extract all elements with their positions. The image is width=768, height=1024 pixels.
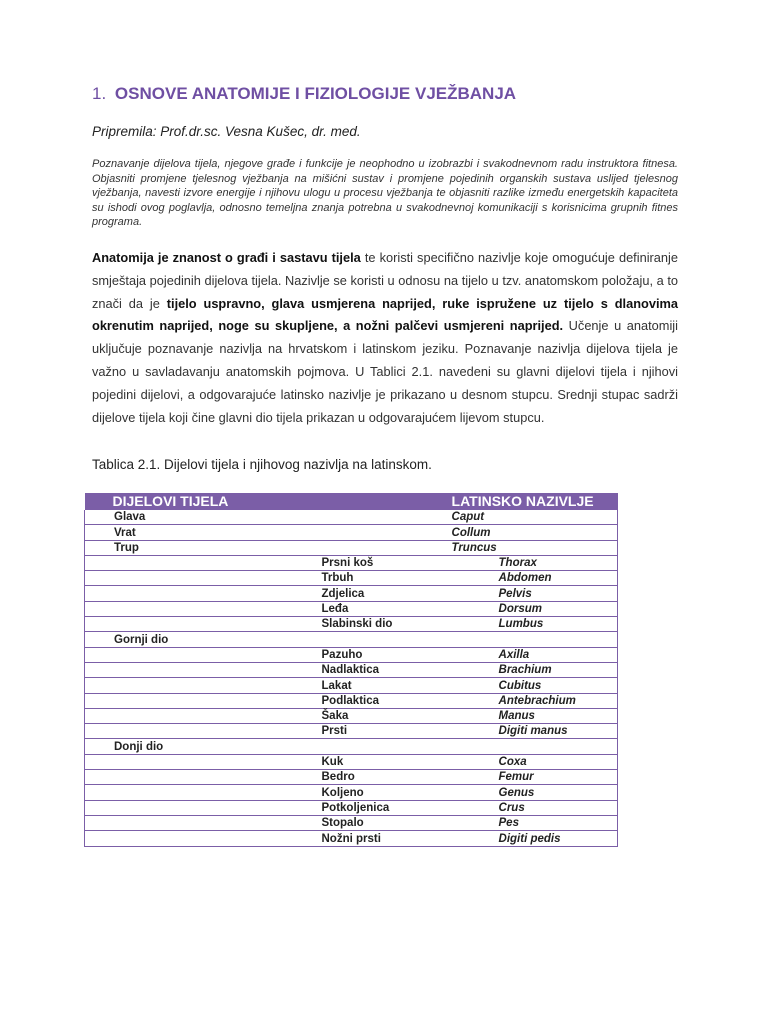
table-row: [85, 662, 618, 677]
cell-main-part: [85, 815, 295, 830]
cell-sub-part: Koljeno: [295, 785, 422, 800]
cell-main-part: [85, 662, 295, 677]
cell-main-part: Gornji dio: [85, 632, 295, 647]
table-row: [85, 693, 618, 708]
cell-sub-part: Trbuh: [295, 571, 422, 586]
cell-latin-name: Dorsum: [422, 601, 618, 616]
cell-latin-name: Femur: [422, 770, 618, 785]
body-bold-2: tijelo uspravno, glava usmjerena naprijed, ruke ispružene uz tijelo s dlanovima okrenutim naprijed, noge su skupljene, a nožni palčevi usmjereni naprijed.: [92, 295, 679, 334]
cell-latin-name: [422, 632, 618, 647]
cell-latin-name: Axilla: [422, 647, 618, 662]
cell-latin-name: Manus: [422, 708, 618, 723]
table-row: [85, 785, 618, 800]
table-row: [85, 510, 618, 525]
cell-latin-name: Antebrachium: [422, 693, 618, 708]
cell-sub-part: Kuk: [295, 754, 422, 769]
table-row: [85, 632, 618, 647]
cell-sub-part: Bedro: [295, 770, 422, 785]
cell-latin-name: Genus: [422, 785, 618, 800]
cell-latin-name: Digiti pedis: [422, 831, 618, 846]
cell-main-part: Vrat: [85, 525, 295, 540]
cell-latin-name: Lumbus: [422, 617, 618, 632]
cell-sub-part: Pazuho: [295, 647, 422, 662]
table-row: [85, 617, 618, 632]
cell-sub-part: Zdjelica: [295, 586, 422, 601]
cell-main-part: [85, 708, 295, 723]
table-row: [85, 540, 618, 555]
table-row: [85, 815, 618, 830]
table-row: [85, 555, 618, 570]
cell-latin-name: Thorax: [422, 555, 618, 570]
chapter-title: OSNOVE ANATOMIJE I FIZIOLOGIJE VJEŽBANJA: [114, 84, 517, 103]
body-parts-table: [84, 493, 618, 847]
cell-main-part: Donji dio: [85, 739, 295, 754]
cell-sub-part: [295, 739, 422, 754]
cell-main-part: [85, 693, 295, 708]
cell-latin-name: Caput: [422, 510, 618, 525]
table-row: [85, 525, 618, 540]
table-row: [85, 831, 618, 846]
cell-sub-part: Nožni prsti: [295, 831, 422, 846]
cell-main-part: [85, 724, 295, 739]
cell-main-part: Trup: [85, 540, 295, 555]
cell-sub-part: Nadlaktica: [295, 662, 422, 677]
cell-latin-name: Abdomen: [422, 571, 618, 586]
table-row: [85, 586, 618, 601]
cell-main-part: [85, 770, 295, 785]
cell-sub-part: [295, 525, 422, 540]
table-row: [85, 708, 618, 723]
cell-latin-name: Brachium: [422, 662, 618, 677]
table-row: [85, 647, 618, 662]
cell-main-part: Glava: [85, 510, 295, 525]
table-row: [85, 601, 618, 616]
cell-sub-part: Prsti: [295, 724, 422, 739]
table-row: [85, 724, 618, 739]
cell-latin-name: Pes: [422, 815, 618, 830]
cell-sub-part: Stopalo: [295, 815, 422, 830]
cell-latin-name: Pelvis: [422, 586, 618, 601]
cell-sub-part: Slabinski dio: [295, 617, 422, 632]
cell-latin-name: Crus: [422, 800, 618, 815]
cell-sub-part: Prsni koš: [295, 555, 422, 570]
header-body-parts: DIJELOVI TIJELA: [85, 493, 422, 510]
cell-main-part: [85, 800, 295, 815]
cell-main-part: [85, 571, 295, 586]
body-bold-1: Anatomija je znanost o građi i sastavu tijela: [92, 250, 361, 265]
cell-latin-name: Cubitus: [422, 678, 618, 693]
cell-latin-name: Truncus: [422, 540, 618, 555]
body-paragraph: [92, 247, 678, 429]
cell-sub-part: [295, 540, 422, 555]
cell-main-part: [85, 678, 295, 693]
body-text-2: Učenje u anatomiji uključuje poznavanje nazivlja na hrvatskom i latinskom jeziku. Poznavanje nazivlja dijelova tijela je važno u savladavanju anatomskih pojmova. U Tablici 2.1. navedeni su glavni dijelovi tijela i njihovi pojedini dijelovi, a odgovarajuće latinsko nazivlje je prikazano u desnom stupcu. Srednji stupac sadrži dijelove tijela koji čine glavni dio tijela prikazan u odgovarajućem lijevom stupcu.: [92, 318, 678, 425]
body-text-1: te koristi specifično nazivlje koje omogućuje definiranje smještaja pojedinih dijelova tijela. Nazivlje se koristi u odnosu na tijelo u tzv. anatomskom položaju, a to znači da je: [92, 250, 678, 311]
cell-main-part: [85, 785, 295, 800]
cell-sub-part: Potkoljenica: [295, 800, 422, 815]
cell-sub-part: [295, 510, 422, 525]
table-body: [85, 510, 618, 846]
cell-main-part: [85, 617, 295, 632]
cell-latin-name: Digiti manus: [422, 724, 618, 739]
cell-main-part: [85, 754, 295, 769]
cell-sub-part: Podlaktica: [295, 693, 422, 708]
cell-main-part: [85, 586, 295, 601]
cell-main-part: [85, 831, 295, 846]
cell-sub-part: [295, 632, 422, 647]
cell-main-part: [85, 647, 295, 662]
header-latin-names: LATINSKO NAZIVLJE: [422, 493, 618, 510]
cell-latin-name: Coxa: [422, 754, 618, 769]
chapter-heading: [92, 84, 516, 104]
table-row: [85, 678, 618, 693]
cell-main-part: [85, 555, 295, 570]
cell-main-part: [85, 601, 295, 616]
table-row: [85, 770, 618, 785]
cell-sub-part: Lakat: [295, 678, 422, 693]
table-row: [85, 739, 618, 754]
cell-latin-name: Collum: [422, 525, 618, 540]
table-row: [85, 571, 618, 586]
author-byline: Pripremila: Prof.dr.sc. Vesna Kušec, dr. med.: [92, 124, 361, 139]
cell-sub-part: Šaka: [295, 708, 422, 723]
table-row: [85, 800, 618, 815]
chapter-number: 1.: [92, 84, 107, 103]
cell-sub-part: Leđa: [295, 601, 422, 616]
table-caption: Tablica 2.1. Dijelovi tijela i njihovog nazivlja na latinskom.: [92, 457, 432, 472]
cell-latin-name: [422, 739, 618, 754]
chapter-abstract: Poznavanje dijelova tijela, njegove građe i funkcije je neophodno u izobrazbi i svakodnevnom radu instruktora fitnesa. Objasniti promjene tjelesnog vježbanja na mišićni sustav i promjene pojedinih organskih sustava uslijed tjelesnog vježbanja, navesti izvore energije i njihovu ulogu u procesu vježbanja te objasniti razlike između energetskih kapaciteta su ishodi ovog poglavlja, odnosno temeljna znanja potrebna u svakodnevnoj komunikaciji s korisnicima grupnih fitnes programa.: [92, 158, 678, 229]
table-header-row: [85, 493, 618, 510]
table-row: [85, 754, 618, 769]
